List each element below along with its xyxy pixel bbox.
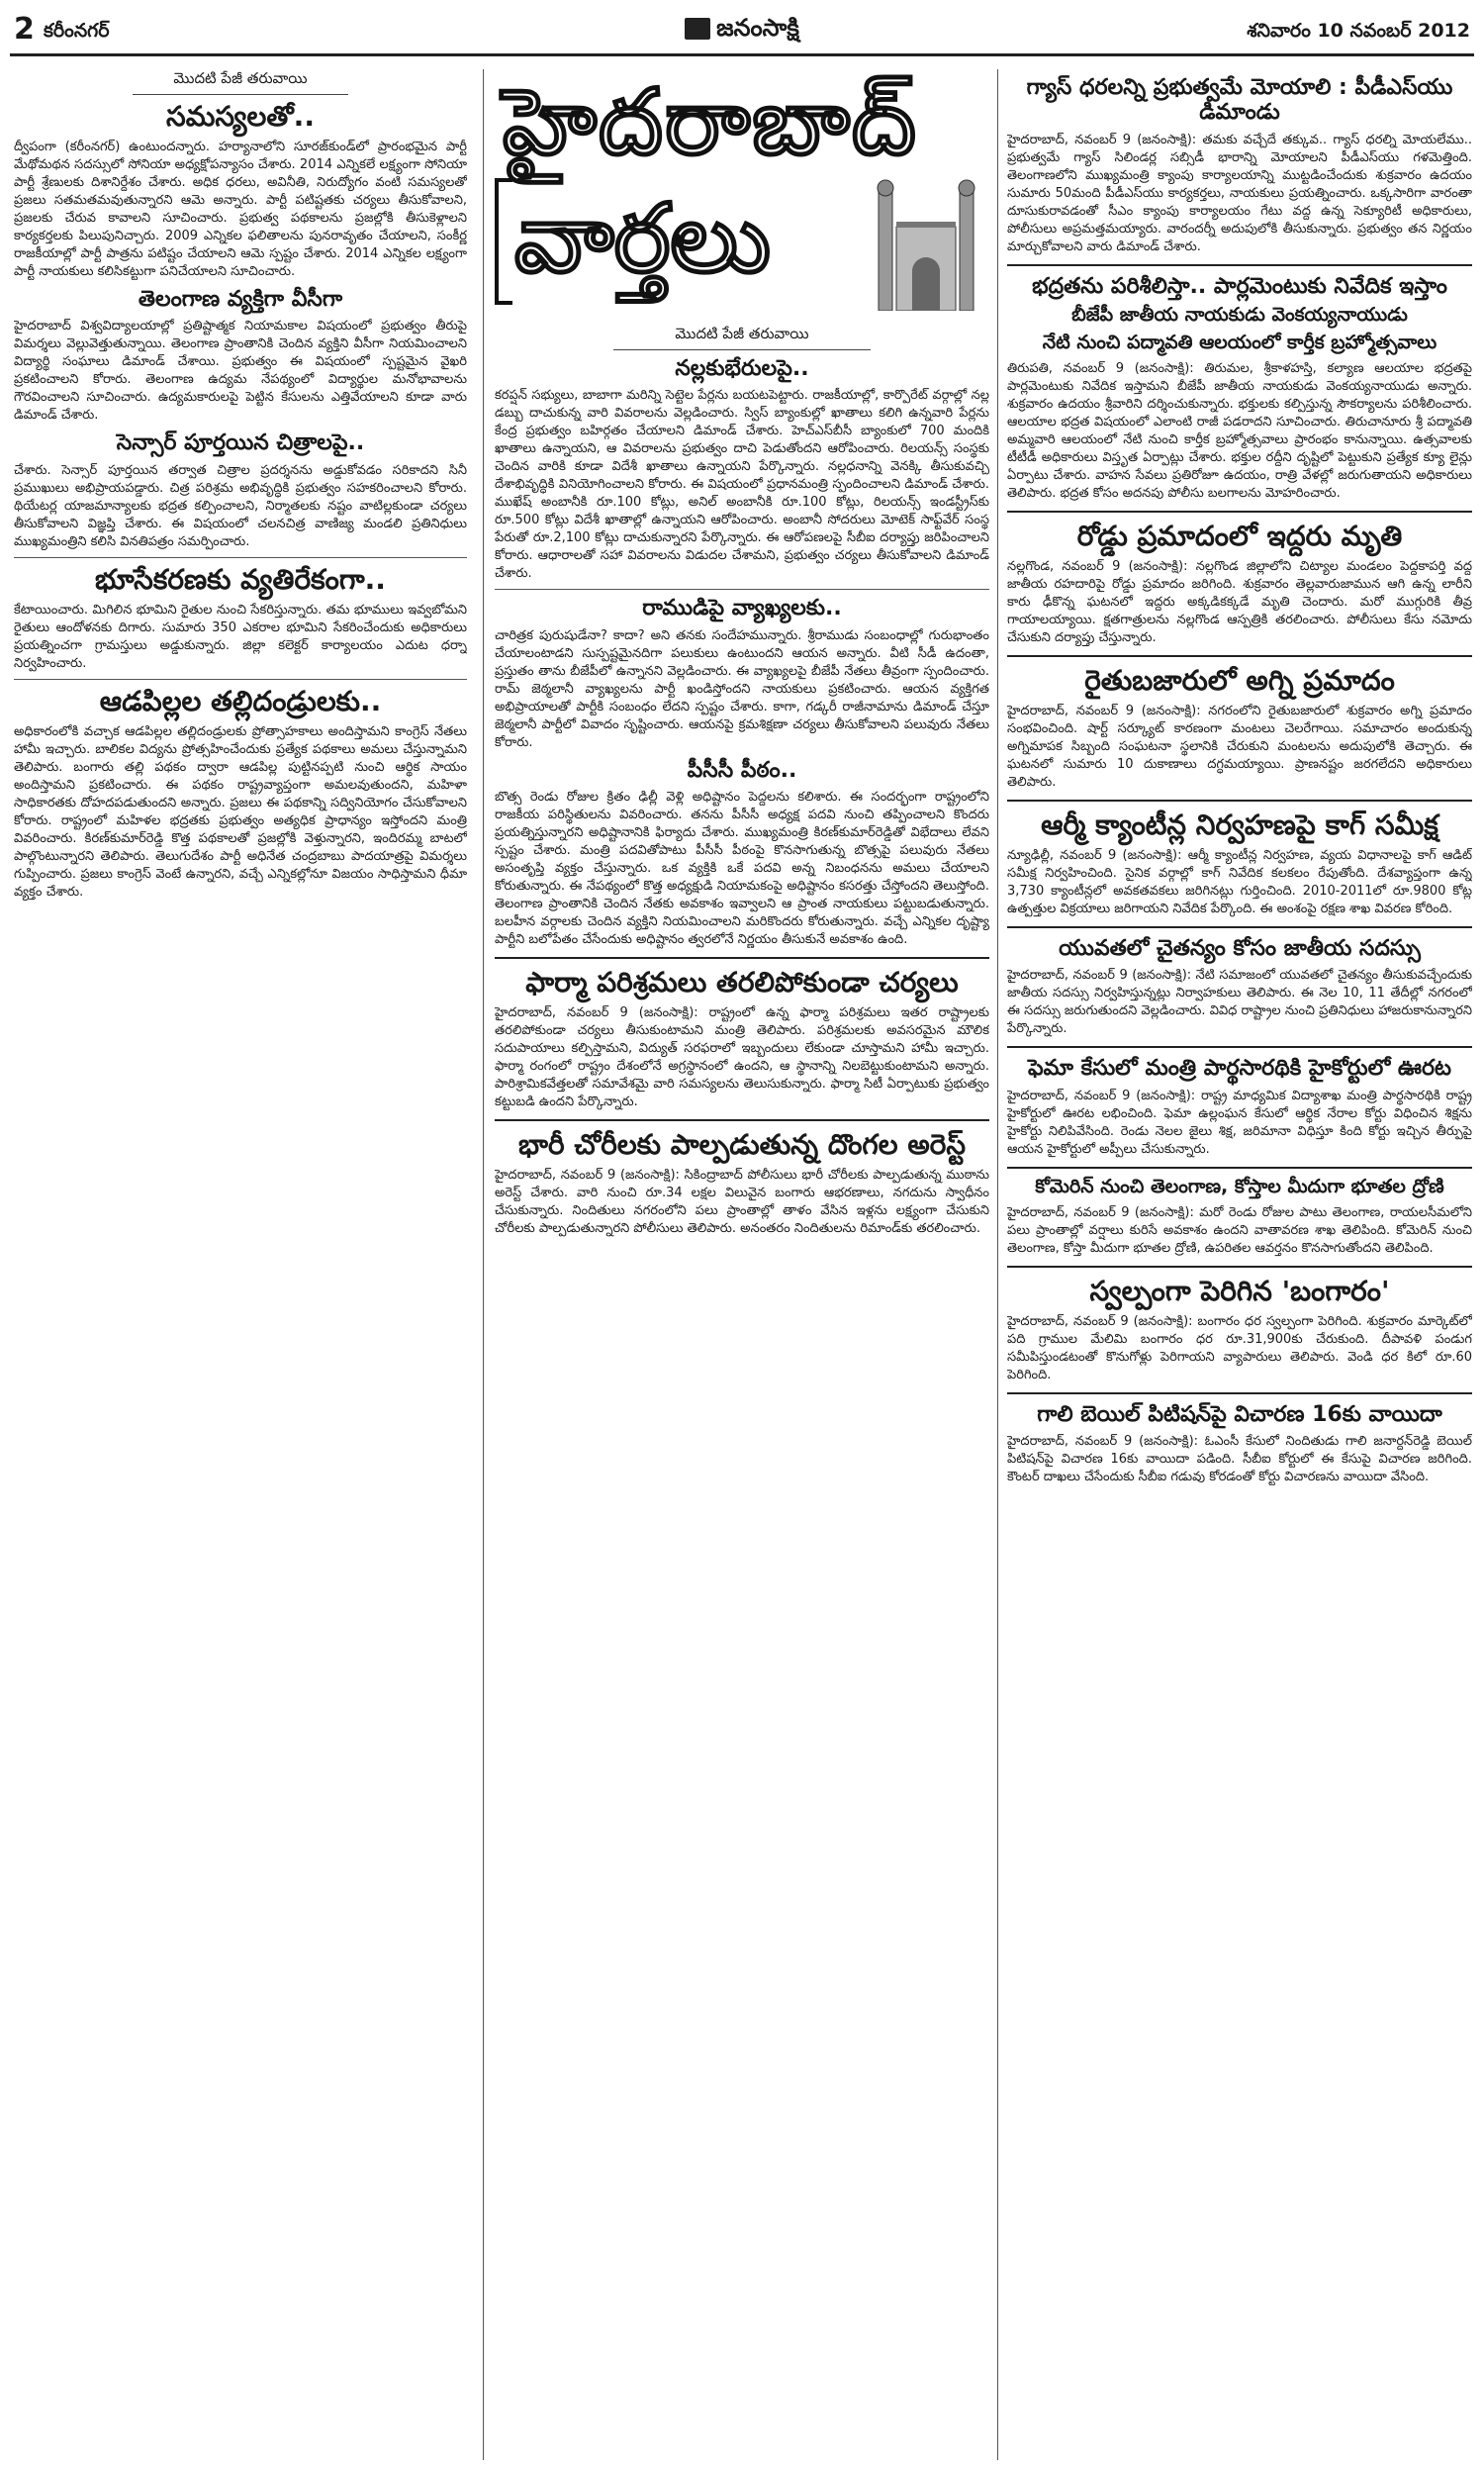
article-body: హైదరాబాద్, నవంబర్ 9 (జనంసాక్షి): మరో రెండు రోజుల పాటు తెలంగాణ, రాయలసీమలోని పలు ప్రాంతాల్లో వర్షాలు కురిసే అవకాశం ఉందని వాతావరణ శాఖ తెలిపింది. కోమెరిన్ నుంచి తెలంగాణ, కోస్తా మీదుగా భూతల ద్రోణి, ఉపరితల ఆవర్తనం కొనసాగుతోందని తెలిపింది. — [1007, 1204, 1472, 1256]
article-headline: భారీ చోరీలకు పాల్పడుతున్న దొంగల అరెస్ట్ — [517, 1128, 967, 1162]
article-headline: స్వల్పంగా పెరిగిన 'బంగారం' — [1089, 1274, 1390, 1307]
article-headline: రాముడిపై వ్యాఖ్యలకు.. — [642, 596, 842, 621]
article-headline: కోమెరిన్ నుంచి తెలంగాణ, కోస్తాల మీదుగా భూతల ద్రోణి — [1035, 1175, 1444, 1197]
column-divider — [997, 69, 998, 2460]
article-body: చారిత్రక పురుషుడేనా? కాదా? అని తనకు సందేహమున్నారు. శ్రీరాముడు సంబంధాల్లో గురుభాంతం చేయాలంటాడని సుస్పష్టమైనదిగా పలుకులు ఉంటుందని ఆయన అన్నారు. వీటి సీడీ ఉదంతా, ప్రస్తుతం తాను బీజేపీలో ఉన్నానని వెల్లడించారు. ఈ వ్యాఖ్యలపై బీజేపీ నేతలు తీవ్రంగా స్పందించారు. రామ్ జెఠ్మలానీ వ్యాఖ్యలను పార్టీ ఖండిస్తోందని నాయకులు ప్రకటించారు. ఆయన వ్యక్తిగత అభిప్రాయాలతో పార్టీకి సంబంధం లేదని స్పష్టం చేశారు. కాగా, గడ్కరీ రాజీనామాను డిమాండ్ చేస్తూ జెఠ్మలానీ పార్టీలో వివాదం సృష్టించారు. ఆయనపై క్రమశిక్షణా చర్యలు తీసుకోవాలని పలువురు నేతలు కోరారు. — [495, 627, 989, 750]
article-body: చేశారు. సెన్సార్ పూర్తయిన తర్వాత చిత్రాల ప్రదర్శనను అడ్డుకోవడం సరికాదని సినీ ప్రముఖులు అభిప్రాయపడ్డారు. చిత్ర పరిశ్రమ అభివృద్ధికి ప్రభుత్వం సహకరించాలని కోరారు. థియేటర్ల యాజమాన్యాలకు భద్రత కల్పించాలని, నిర్మాతలకు నష్టం వాటిల్లకుండా చర్యలు తీసుకోవాలని విజ్ఞప్తి చేశారు. ఈ విషయంలో చలనచిత్ర వాణిజ్య మండలి ప్రతినిధులు ముఖ్యమంత్రిని కలిసి వినతిపత్రం సమర్పించారు. — [14, 462, 467, 549]
article-body: అధికారంలోకి వచ్చాక ఆడపిల్లల తల్లిదండ్రులకు ప్రోత్సాహకాలు అందిస్తామని కాంగ్రెస్ నేతలు హామీ ఇచ్చారు. బాలికల విద్యను ప్రోత్సహించేందుకు ప్రత్యేక పథకాలు అమలు చేస్తున్నామని తెలిపారు. బంగారు తల్లి పథకం ద్వారా ఆడపిల్ల పుట్టినప్పటి నుంచి ఆర్థిక సాయం అందిస్తామని ప్రకటించారు. ఈ పథకం రాష్ట్రవ్యాప్తంగా అమలవుతుందని, మహిళా సాధికారతకు దోహదపడుతుందని అన్నారు. ప్రజలు ఈ పథకాన్ని సద్వినియోగం చేసుకోవాలని కోరారు. రాష్ట్రంలో మహిళల భద్రతకు ప్రభుత్వం అత్యధిక ప్రాధాన్యం ఇస్తోందని మంత్రి వివరించారు. కిరణ్‌కుమార్‌రెడ్డి కొత్త పథకాలతో ప్రజల్లోకి వెళ్తున్నారని, ఇందిరమ్మ బాటలో పాల్గొంటున్నారని తెలిపారు. తెలుగుదేశం పార్టీ అధినేత చంద్రబాబు పాదయాత్రపై విమర్శలు గుప్పించారు. ప్రజలు కాంగ్రెస్ వెంటే ఉన్నారని, వచ్చే ఎన్నికల్లోనూ విజయం సాధిస్తామని ధీమా వ్యక్తం చేశారు. — [14, 724, 467, 901]
article-headline: రైతుబజారులో అగ్ని ప్రమాదం — [1084, 663, 1395, 697]
column-middle — [495, 69, 989, 2464]
article-headline: ఫార్మా పరిశ్రమలు తరలిపోకుండా చర్యలు — [525, 965, 959, 999]
article-body: తిరుపతి, నవంబర్ 9 (జనంసాక్షి): తిరుమల, శ్రీకాళహస్తి, కల్యాణ ఆలయాల భద్రతపై పార్లమెంటుకు నివేదిక ఇస్తామని బీజేపీ జాతీయ నాయకుడు వెంకయ్యనాయుడు అన్నారు. శుక్రవారం ఉదయం శ్రీవారిని దర్శించుకున్నారు. భక్తులకు కల్పిస్తున్న సౌకర్యాలను పరిశీలించారు. ఆలయాల భద్రత విషయంలో ఎలాంటి రాజీ పడరాదని సూచించారు. తిరుచానూరు శ్రీ పద్మావతి అమ్మవారి ఆలయంలో నేటి నుంచి కార్తీక బ్రహ్మోత్సవాలు ప్రారంభం కానున్నాయి. ఉత్సవాలకు టీటీడీ అధికారులు విస్తృత ఏర్పాట్లు చేశారు. భక్తుల రద్దీని దృష్టిలో పెట్టుకుని ప్రత్యేక క్యూ లైన్లు ఏర్పాటు చేశారు. వాహన సేవలు ప్రతిరోజూ ఉదయం, రాత్రి వేళల్లో జరుగుతాయని అధికారులు తెలిపారు. భద్రత కోసం అదనపు పోలీసు బలగాలను మోహరించారు. — [1007, 360, 1472, 501]
divider — [495, 957, 989, 959]
divider — [1007, 264, 1472, 266]
divider — [1007, 926, 1472, 928]
article-subheadline: నేటి నుంచి పద్మావతి ఆలయంలో కార్తీక బ్రహ్మోత్సవాలు — [1042, 331, 1438, 353]
newspaper-logo — [653, 10, 831, 46]
article-body: కరప్షన్ సభ్యులు, బాబాగా మరిన్ని సెట్టెల పేర్లను బయటపెట్టారు. రాజకీయాల్లో, కార్పొరేట్ వర్గాల్లో నల్ల డబ్బు దాచుకున్న వారి వివరాలను వెల్లడించారు. స్విస్ బ్యాంకుల్లో ఖాతాలు కలిగి ఉన్నవారి పేర్లను కేంద్ర ప్రభుత్వం బహిర్గతం చేయాలని డిమాండ్ చేశారు. హెచ్‌ఎస్‌బీసీ బ్యాంకులో 700 మందికి ఖాతాలు ఉన్నాయని, ఆ వివరాలను ప్రభుత్వం దాచి పెడుతోందని ఆరోపించారు. రిలయన్స్ సంస్థకు చెందిన వారికి కూడా విదేశీ ఖాతాలు ఉన్నాయని పేర్కొన్నారు. నల్లధనాన్ని వెనక్కి తీసుకువచ్చి దేశాభివృద్ధికి వినియోగించాలని కోరారు. ఈ విషయంలో ప్రధానమంత్రి స్పందించాలని డిమాండ్ చేశారు. ముఖేష్ అంబానీకి రూ.100 కోట్లు, అనిల్ అంబానీకి రూ.100 కోట్లు, రిలయన్స్ ఇండస్ట్రీస్‌కు రూ.500 కోట్లు విదేశీ ఖాతాల్లో ఉన్నాయని ఆరోపించారు. అంబానీ సోదరులు మోటెక్ సాఫ్ట్‌వేర్ సంస్థ పేరుతో రూ.2,100 కోట్లు దాచుకున్నారని పేర్కొన్నారు. ఈ ఆరోపణలపై సీబీఐ దర్యాప్తు జరిపించాలని కోరారు. ఆధారాలతో సహా వివరాలను విడుదల చేశామని, ప్రభుత్వం చర్యలు తీసుకోవాలని డిమాండ్ చేశారు. — [495, 388, 989, 582]
divider — [1007, 1046, 1472, 1048]
edition-date: శనివారం 10 నవంబర్ 2012 — [1247, 20, 1470, 42]
column-divider — [483, 69, 484, 2460]
divider — [1007, 1167, 1472, 1169]
article-headline: ఆర్మీ క్యాంటీన్ల నిర్వహణపై కాగ్ సమీక్ష — [1041, 808, 1438, 841]
divider — [1007, 1266, 1472, 1268]
article-headline: రోడ్డు ప్రమాదంలో ఇద్దరు మృతి — [1076, 519, 1403, 552]
article-headline: సమస్యలతో.. — [166, 100, 315, 133]
masthead — [0, 0, 1484, 65]
masthead-rule — [10, 53, 1474, 56]
article-body: హైదరాబాద్, నవంబర్ 9 (జనంసాక్షి): రాష్ట్రంలో ఉన్న ఫార్మా పరిశ్రమలు ఇతర రాష్ట్రాలకు తరలిపోకుండా చర్యలు తీసుకుంటామని మంత్రి తెలిపారు. పరిశ్రమలకు అవసరమైన మౌలిక సదుపాయాలు కల్పిస్తామని, విద్యుత్ సరఫరాలో ఇబ్బందులు లేకుండా చూస్తామని హామీ ఇచ్చారు. ఫార్మా రంగంలో రాష్ట్రం దేశంలోనే అగ్రస్థానంలో ఉందని, ఆ స్థానాన్ని నిలబెట్టుకుంటామని అన్నారు. పారిశ్రామికవేత్తలతో సమావేశమై వారి సమస్యలను తెలుసుకున్నారు. ఫార్మా సిటీ ఏర్పాటుకు ప్రభుత్వం కట్టుబడి ఉందని పేర్కొన్నారు. — [495, 1005, 989, 1110]
article-headline: నల్లకుభేరులపై.. — [675, 356, 809, 381]
edition-city: కరీంనగర్ — [44, 20, 110, 42]
article-headline: తెలంగాణ వ్యక్తిగా వీసీగా — [138, 287, 343, 313]
logo-icon — [685, 18, 710, 40]
article-body: హైదరాబాద్, నవంబర్ 9 (జనంసాక్షి): బంగారం ధర స్వల్పంగా పెరిగింది. శుక్రవారం మార్కెట్‌లో పది గ్రాముల మేలిమి బంగారం ధర రూ.31,900కు చేరుకుంది. దీపావళి పండుగ సమీపిస్తుండటంతో కొనుగోళ్లు పెరిగాయని వ్యాపారులు తెలిపారు. వెండి ధర కిలో రూ.60 పెరిగింది. — [1007, 1313, 1472, 1382]
article-body: హైదరాబాద్, నవంబర్ 9 (జనంసాక్షి): రాష్ట్ర మాధ్యమిక విద్యాశాఖ మంత్రి పార్థసారథికి రాష్ట్ర హైకోర్టులో ఊరట లభించింది. ఫెమా ఉల్లంఘన కేసులో ఆర్థిక నేరాల కోర్టు విధించిన శిక్షను హైకోర్టు నిలిపివేసింది. రెండు నెలల జైలు శిక్ష, జరిమానా విధిస్తూ కింది కోర్టు ఇచ్చిన తీర్పుపై ఆయన హైకోర్టులో అప్పీలు చేసుకున్నారు. — [1007, 1088, 1472, 1157]
page-number: 2 — [14, 12, 35, 47]
divider — [1007, 800, 1472, 802]
divider — [14, 557, 467, 558]
article-body: హైదరాబాద్, నవంబర్ 9 (జనంసాక్షి): సికింద్రాబాద్ పోలీసులు భారీ చోరీలకు పాల్పడుతున్న ముఠాను అరెస్ట్ చేశారు. వారి నుంచి రూ.34 లక్షల విలువైన బంగారు ఆభరణాలు, నగదును స్వాధీనం చేసుకున్నారు. నిందితులు నగరంలోని పలు ప్రాంతాల్లో తాళం వేసిన ఇళ్లను లక్ష్యంగా చేసుకుని చోరీలకు పాల్పడుతున్నారని పోలీసులు తెలిపారు. అనంతరం నిందితులను రిమాండ్‌కు తరలించారు. — [495, 1168, 989, 1237]
article-headline: యువతలో చైతన్యం కోసం జాతీయ సదస్సు — [1059, 936, 1421, 962]
charminar-icon — [867, 172, 985, 311]
divider — [1007, 1392, 1472, 1394]
article-headline: పీసీసీ పీఠం.. — [687, 757, 797, 783]
article-body: హైదరాబాద్, నవంబర్ 9 (జనంసాక్షి): నేటి సమాజంలో యువతలో చైతన్యం తీసుకువచ్చేందుకు జాతీయ సదస్సు నిర్వహిస్తున్నట్లు నిర్వాహకులు తెలిపారు. ఈ నెల 10, 11 తేదీల్లో నగరంలో ఈ సదస్సు జరుగుతుందని వెల్లడించారు. వివిధ రాష్ట్రాల నుంచి ప్రతినిధులు హాజరుకానున్నారని పేర్కొన్నారు. — [1007, 968, 1472, 1037]
article-headline: ఆడపిల్లల తల్లిదండ్రులకు.. — [99, 684, 382, 717]
article-body: హైదరాబాద్, నవంబర్ 9 (జనంసాక్షి): ఓఎంసీ కేసులో నిందితుడు గాలి జనార్దన్‌రెడ్డి బెయిల్ పిటిషన్‌పై విచారణ 16కు వాయిదా పడింది. సీబీఐ కోర్టులో ఈ కేసుపై విచారణ జరిగింది. కౌంటర్ దాఖలు చేసేందుకు సీబీఐ గడువు కోరడంతో కోర్టు విచారణను వాయిదా వేసింది. — [1007, 1434, 1472, 1485]
article-body: నల్లగొండ, నవంబర్ 9 (జనంసాక్షి): నల్లగొండ జిల్లాలోని చిట్యాల మండలం పెద్దకాపర్తి వద్ద జాతీయ రహదారిపై రోడ్డు ప్రమాదం జరిగింది. శుక్రవారం తెల్లవారుజామున ఆగి ఉన్న లారీని కారు ఢీకొన్న ఘటనలో ఇద్దరు అక్కడికక్కడే మృతి చెందారు. మరో ముగ్గురికి తీవ్ర గాయాలయ్యాయి. క్షతగాత్రులను నల్లగొండ ఆస్పత్రికి తరలించారు. పోలీసులు కేసు నమోదు చేసుకుని దర్యాప్తు చేస్తున్నారు. — [1007, 558, 1472, 645]
article-body: హైదరాబాద్ విశ్వవిద్యాలయాల్లో ప్రతిష్టాత్మక నియామకాల విషయంలో ప్రభుత్వం తీరుపై విమర్శలు వెల్లువెత్తుతున్నాయి. తెలంగాణ ప్రాంతానికి చెందిన వ్యక్తిని వీసీగా నియమించాలని విద్యార్థి సంఘాలు డిమాండ్ చేశాయి. ప్రభుత్వం ఈ విషయంలో స్పష్టమైన వైఖరి ప్రకటించాలని కోరారు. తెలంగాణ ఉద్యమ నేపథ్యంలో విద్యార్థుల మనోభావాలను గౌరవించాలని సూచించారు. ఉద్యమకారులపై పెట్టిన కేసులను ఎత్తివేయాలని కూడా వారు డిమాండ్ చేశారు. — [14, 319, 467, 424]
article-headline: సెన్సార్ పూర్తయిన చిత్రాలపై.. — [116, 430, 365, 456]
article-subheadline: బీజేపీ జాతీయ నాయకుడు వెంకయ్యనాయుడు — [1071, 303, 1408, 326]
article-body: హైదరాబాద్, నవంబర్ 9 (జనంసాక్షి): నగరంలోని రైతుబజారులో శుక్రవారం అగ్ని ప్రమాదం సంభవించింది. షార్ట్ సర్క్యూట్ కారణంగా మంటలు చెలరేగాయి. సమాచారం అందుకున్న అగ్నిమాపక సిబ్బంది సంఘటనా స్థలానికి చేరుకుని మంటలను అదుపులోకి తెచ్చారు. ఈ ఘటనలో సుమారు 10 దుకాణాలు దగ్ధమయ్యాయి. ప్రాణనష్టం జరగలేదని అధికారులు తెలిపారు. — [1007, 703, 1472, 790]
column-right — [1007, 69, 1472, 2464]
divider — [1007, 511, 1472, 513]
article-body: న్యూఢిల్లీ, నవంబర్ 9 (జనంసాక్షి): ఆర్మీ క్యాంటీన్ల నిర్వహణ, వ్యయ విధానాలపై కాగ్ ఆడిట్ సమీక్ష నిర్వహించింది. సైనిక వర్గాల్లో కాగ్ నివేదిక కలకలం రేపుతోంది. దేశవ్యాప్తంగా ఉన్న 3,730 క్యాంటీన్లలో అవకతవకలు జరిగినట్లు గుర్తించింది. 2010-2011లో రూ.9800 కోట్ల ఉత్పత్తుల విక్రయాలు జరిగాయని నివేదిక పేర్కొంది. ఈ అంశంపై రక్షణ శాఖ వివరణ కోరింది. — [1007, 848, 1472, 917]
continuation-kicker: మొదటి పేజీ తరువాయి — [613, 325, 871, 350]
banner-title-line1: హైదరాబాద్ — [503, 69, 918, 175]
article-headline: గ్యాస్ ధరలన్ని ప్రభుత్వమే మోయాలి : పీడీఎస్‌యు డిమాండు — [1026, 75, 1453, 126]
article-body: హైదరాబాద్, నవంబర్ 9 (జనంసాక్షి): తమకు వచ్చేదే తక్కువ.. గ్యాస్ ధరల్ని మోయలేము.. ప్రభుత్వమే గ్యాస్ సిలిండర్ల సబ్సిడీ భారాన్ని మోయాలని పీడీఎస్‌యు గళమెత్తింది. తెలంగాణలోని ముఖ్యమంత్రి క్యాంపు కార్యాలయాన్ని ముట్టడించేందుకు శుక్రవారం ఉదయం సుమారు 50మంది పీడీఎస్‌యు కార్యకర్తలు, నాయకులు ప్రయత్నించారు. ఒక్కసారిగా వారంతా దూసుకురావడంతో సీఎం క్యాంపు కార్యాలయం గేటు వద్ద ఉన్న సెక్యూరిటీ అధికారులు, పోలీసులు అప్రమత్తమయ్యారు. వారందర్నీ అదుపులోకి తీసుకున్నారు. ప్రభుత్వం తన నిర్ణయం మార్చుకోవాలని వారు డిమాండ్ చేశారు. — [1007, 132, 1472, 254]
article-headline: గాలి బెయిల్ పిటిషన్‌పై విచారణ 16కు వాయిదా — [1037, 1401, 1442, 1427]
divider — [495, 589, 989, 590]
article-body: కేటాయించారు. మిగిలిన భూమిని రైతుల నుంచి సేకరిస్తున్నారు. తమ భూములు ఇవ్వబోమని రైతులు ఆందోళనకు దిగారు. సుమారు 350 ఎకరాల భూమిని సేకరించేందుకు అధికారులు ప్రయత్నించగా గ్రామస్తులు అడ్డుకున్నారు. జిల్లా కలెక్టర్ కార్యాలయం ఎదుట ధర్నా నిర్వహించారు. — [14, 602, 467, 671]
banner-bracket — [495, 178, 512, 305]
logo-text: జనంసాక్షి — [716, 14, 799, 42]
divider — [14, 679, 467, 680]
article-headline: ఫెమా కేసులో మంత్రి పార్థసారథికి హైకోర్టులో ఊరట — [1028, 1056, 1451, 1082]
article-headline: భద్రతను పరిశీలిస్తా.. పార్లమెంటుకు నివేదిక ఇస్తాం — [1032, 273, 1447, 299]
continuation-kicker: మొదటి పేజీ తరువాయి — [133, 69, 348, 95]
article-body: ద్వీపంగా (కరీంనగర్) ఉంటుందన్నారు. హర్యానాలోని సూరజ్‌కుండ్‌లో ప్రారంభమైన పార్టీ మేథోమథన సదస్సులో సోనియా అధ్యక్షోపన్యాసం చేశారు. 2014 ఎన్నికలే లక్ష్యంగా సోనియా పార్టీ శ్రేణులకు దిశానిర్దేశం చేశారు. అధిక ధరలు, అవినీతి, నిరుద్యోగం వంటి సమస్యలతో ప్రజలు సతమతమవుతున్నారని ఆమె అన్నారు. పార్టీ పటిష్టతకు చర్యలు తీసుకోవాలని, ప్రజలకు చేరువ కావాలని సూచించారు. ప్రభుత్వ పథకాలను ప్రజల్లోకి తీసుకెళ్లాలని కార్యకర్తలకు పిలుపునిచ్చారు. 2009 ఎన్నికల ఫలితాలను పునరావృతం చేయాలని, సంకీర్ణ రాజకీయాల్లో పార్టీ పాత్రను పటిష్టం చేయాలని ఆమె స్పష్టం చేశారు. 2014 ఎన్నికల లక్ష్యంగా పార్టీ నాయకులు కలిసికట్టుగా పనిచేయాలని సూచించారు. — [14, 140, 467, 280]
column-left — [14, 69, 467, 2464]
divider — [495, 1119, 989, 1121]
section-banner — [495, 69, 989, 317]
article-body: బొత్స రెండు రోజుల క్రితం ఢిల్లీ వెళ్లి అధిష్టానం పెద్దలను కలిశారు. ఈ సందర్భంగా రాష్ట్రంలోని రాజకీయ పరిస్థితులను వివరించారు. తనను పీసీసీ అధ్యక్ష పదవి నుంచి తప్పించాలని కొందరు ప్రయత్నిస్తున్నారని అధిష్టానానికి ఫిర్యాదు చేశారు. ముఖ్యమంత్రి కిరణ్‌కుమార్‌రెడ్డితో విభేదాలు లేవని స్పష్టం చేశారు. మంత్రి పదవితోపాటు పీసీసీ పీఠంపై కొనసాగుతున్న బొత్సపై పలువురు నేతలు అసంతృప్తి వ్యక్తం చేస్తున్నారు. ఒక వ్యక్తికి ఒకే పదవి అన్న నిబంధనను అమలు చేయాలని కోరుతున్నారు. ఈ నేపథ్యంలో కొత్త అధ్యక్షుడి నియామకంపై అధిష్టానం కసరత్తు చేస్తోందని తెలుస్తోంది. తెలంగాణ ప్రాంతానికి చెందిన నేతకు అవకాశం ఇవ్వాలని ఆ ప్రాంత నాయకులు పట్టుబడుతున్నారు. బలహీన వర్గాలకు చెందిన వ్యక్తిని నియమించాలని మరికొందరు కోరుతున్నారు. వచ్చే ఎన్నికల దృష్ట్యా పార్టీని బలోపేతం చేసేందుకు అధిష్టానం త్వరలోనే నిర్ణయం తీసుకునే అవకాశం ఉంది. — [495, 789, 989, 947]
banner-title-line2: వార్తలు — [514, 183, 771, 294]
divider — [1007, 655, 1472, 657]
article-headline: భూసేకరణకు వ్యతిరేకంగా.. — [95, 562, 386, 596]
